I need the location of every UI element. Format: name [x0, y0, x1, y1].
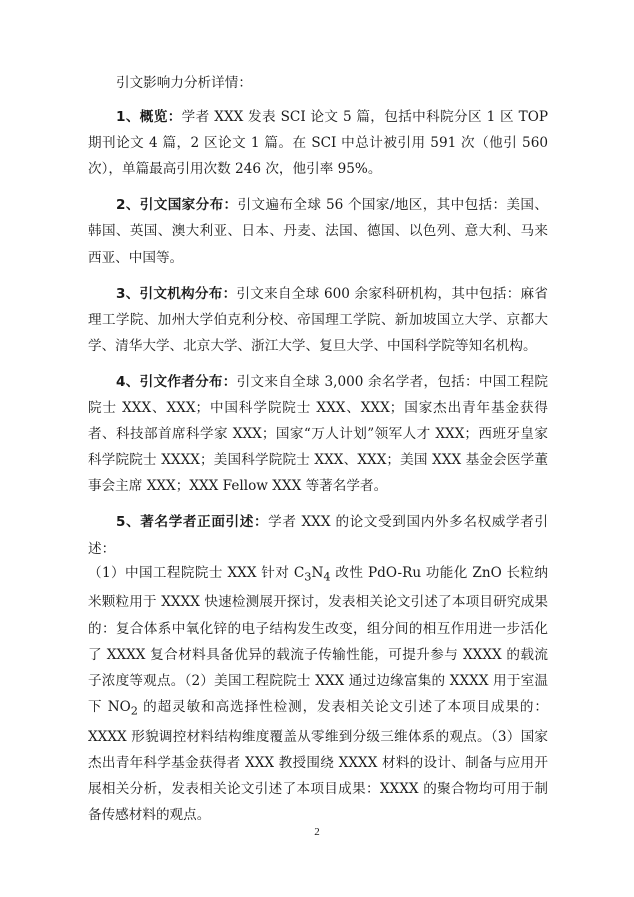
section-institution-distribution [88, 281, 548, 359]
citation-details [88, 560, 548, 828]
citation-text: 改性 PdO-Ru 功能化 ZnO 长粒纳米颗粒用于 XXXX 快速检测展开探讨，发表相关论文引述了本项目研究成果的：复合体系中氧化锌的电子结构发生改变，组分间的相互作用进一步活化了 XXXX 复合材料具备优异的载流子传输性能，可提升参与 XXXX 的载流子浓度等观点。（2）美国工程院院士 XXX 通过边缘富集的 XXXX 用于室温下 NO [88, 564, 548, 715]
section-author-distribution [88, 369, 548, 499]
section-text: 引文来自全球 600 余家科研机构，其中包括：麻省理工学院、加州大学伯克利分校、帝国理工学院、新加坡国立大学、京都大学、清华大学、北京大学、浙江大学、复旦大学、中国科学院等知名机构。 [88, 285, 548, 354]
section-heading: 2、引文国家分布： [116, 197, 238, 214]
section-heading: 4、引文作者分布： [116, 373, 237, 390]
section-country-distribution [88, 192, 548, 270]
page-content [88, 70, 548, 828]
citation-text: 的超灵敏和高选择性检测，发表相关论文引述了本项目成果的：XXXX 形貌调控材料结构维度覆盖从零维到分级三维体系的观点。（3）国家杰出青年科学基金获得者 XXX 教授围绕 XXXX 材料的设计、制备与应用开展相关分析，发表相关论文引述了本项目成果：XXXX 的聚合物均可用于制备传感材料的观点。 [88, 698, 548, 823]
section-heading: 3、引文机构分布： [116, 285, 237, 302]
citation-text: N [311, 564, 324, 581]
section-text: 引文遍布全球 56 个国家/地区，其中包括：美国、韩国、英国、澳大利亚、日本、丹麦、法国、德国、以色列、意大利、马来西亚、中国等。 [88, 197, 548, 266]
subscript: 2 [130, 703, 138, 718]
section-text: 学者 XXX 发表 SCI 论文 5 篇，包括中科院分区 1 区 TOP 期刊论文 4 篇，2 区论文 1 篇。在 SCI 中总计被引用 591 次（他引 560 次），单篇最高引用次数 246 次，他引率 95%。 [88, 109, 548, 178]
intro-heading: 引文影响力分析详情： [116, 75, 252, 91]
subscript: 3 [304, 569, 312, 584]
page-number: 2 [314, 826, 320, 838]
section-text: 引文来自全球 3,000 余名学者，包括：中国工程院院士 XXX、XXX；中国科学院院士 XXX、XXX；国家杰出青年基金获得者、科技部首席科学家 XXX；国家“万人计划”领军人才 XXX；西班牙皇家科学院院士 XXXX；美国科学院院士 XXX、XXX；美国 XXX 基金会医学董事会主席 XXX；XXX Fellow XXX 等著名学者。 [88, 373, 548, 495]
section-heading: 5、著名学者正面引述： [116, 514, 269, 531]
citation-text: （1）中国工程院院士 XXX 针对 C [88, 564, 305, 581]
subscript: 4 [323, 569, 331, 584]
section-notable-citations [88, 509, 548, 561]
section-overview [88, 104, 548, 182]
section-heading: 1、概览： [116, 109, 182, 126]
section-text: 学者 XXX 的论文受到国内外多名权威学者引述： [88, 514, 548, 557]
